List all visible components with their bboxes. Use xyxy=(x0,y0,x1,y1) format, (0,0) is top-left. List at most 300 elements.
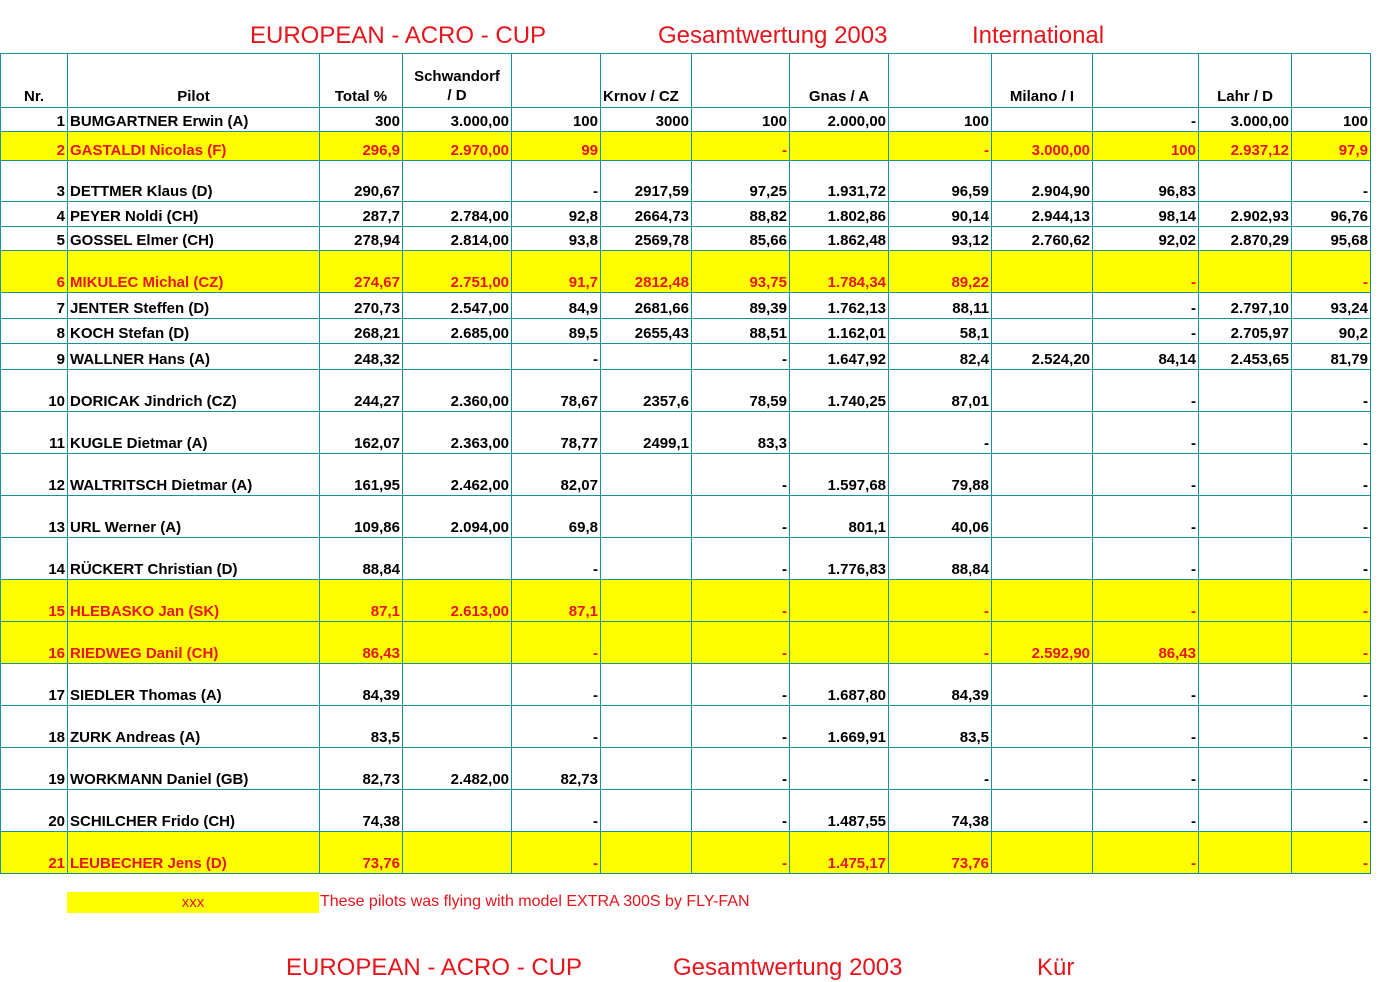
cell-milano-points: 2.524,20 xyxy=(992,344,1093,370)
cell-schwandorf-points: 2.814,00 xyxy=(403,227,512,251)
cell-nr: 5 xyxy=(1,227,68,251)
table-row xyxy=(1,664,1371,706)
cell-lahr-points xyxy=(1199,161,1292,202)
cell-lahr-pct: - xyxy=(1292,370,1371,412)
results-body xyxy=(1,108,1371,874)
cell-gnas-pct: 88,84 xyxy=(889,538,992,580)
cell-schwandorf-pct: 91,7 xyxy=(512,251,601,293)
cell-lahr-pct: 96,76 xyxy=(1292,202,1371,227)
cell-gnas-pct: 83,5 xyxy=(889,706,992,748)
cell-schwandorf-pct: - xyxy=(512,622,601,664)
cell-krnov-pct: 89,39 xyxy=(692,293,790,319)
cell-schwandorf-points: 2.094,00 xyxy=(403,496,512,538)
cell-total: 84,39 xyxy=(320,664,403,706)
cell-gnas-points: 1.647,92 xyxy=(790,344,889,370)
cell-krnov-points xyxy=(601,706,692,748)
cell-nr: 17 xyxy=(1,664,68,706)
cell-milano-points xyxy=(992,319,1093,344)
cell-krnov-pct: 88,82 xyxy=(692,202,790,227)
cell-milano-points: 2.592,90 xyxy=(992,622,1093,664)
cell-lahr-pct: - xyxy=(1292,251,1371,293)
cell-gnas-points xyxy=(790,748,889,790)
cell-schwandorf-points xyxy=(403,538,512,580)
cell-krnov-points xyxy=(601,622,692,664)
cell-schwandorf-pct: 93,8 xyxy=(512,227,601,251)
cell-milano-points: 2.904,90 xyxy=(992,161,1093,202)
cell-krnov-points: 2681,66 xyxy=(601,293,692,319)
cell-lahr-points: 2.902,93 xyxy=(1199,202,1292,227)
cell-lahr-points: 3.000,00 xyxy=(1199,108,1292,132)
cell-nr: 16 xyxy=(1,622,68,664)
cell-pilot: GOSSEL Elmer (CH) xyxy=(68,227,320,251)
cell-krnov-pct: 97,25 xyxy=(692,161,790,202)
cell-milano-pct: - xyxy=(1093,108,1199,132)
cell-milano-points xyxy=(992,293,1093,319)
cell-lahr-pct: - xyxy=(1292,412,1371,454)
cell-milano-points xyxy=(992,790,1093,832)
cell-total: 83,5 xyxy=(320,706,403,748)
header-gnas: Gnas / A xyxy=(790,54,889,108)
cell-nr: 20 xyxy=(1,790,68,832)
cell-gnas-points: 1.784,34 xyxy=(790,251,889,293)
cell-schwandorf-pct: - xyxy=(512,832,601,874)
cell-nr: 21 xyxy=(1,832,68,874)
cell-lahr-points xyxy=(1199,790,1292,832)
cell-gnas-pct: - xyxy=(889,132,992,161)
cell-gnas-points: 1.597,68 xyxy=(790,454,889,496)
cell-milano-points xyxy=(992,412,1093,454)
cell-pilot: WALLNER Hans (A) xyxy=(68,344,320,370)
cell-total: 162,07 xyxy=(320,412,403,454)
cell-krnov-pct: - xyxy=(692,622,790,664)
cell-nr: 3 xyxy=(1,161,68,202)
cell-lahr-pct: - xyxy=(1292,454,1371,496)
cell-nr: 12 xyxy=(1,454,68,496)
cell-nr: 7 xyxy=(1,293,68,319)
cell-milano-pct: - xyxy=(1093,706,1199,748)
table-row xyxy=(1,161,1371,202)
cell-krnov-pct: 78,59 xyxy=(692,370,790,412)
cell-schwandorf-pct: 84,9 xyxy=(512,293,601,319)
cell-nr: 2 xyxy=(1,132,68,161)
cell-lahr-points: 2.937,12 xyxy=(1199,132,1292,161)
cell-schwandorf-points xyxy=(403,664,512,706)
cell-lahr-points xyxy=(1199,496,1292,538)
cell-nr: 14 xyxy=(1,538,68,580)
header-schwandorf-line1: Schwandorf xyxy=(414,68,500,85)
cell-milano-pct: - xyxy=(1093,454,1199,496)
cell-krnov-pct: - xyxy=(692,790,790,832)
cell-schwandorf-pct: 82,07 xyxy=(512,454,601,496)
cell-krnov-pct: - xyxy=(692,538,790,580)
cell-milano-points xyxy=(992,580,1093,622)
cell-krnov-points: 2357,6 xyxy=(601,370,692,412)
cell-lahr-points: 2.453,65 xyxy=(1199,344,1292,370)
header-gnas-pct xyxy=(889,54,992,108)
cell-gnas-pct: - xyxy=(889,412,992,454)
cell-lahr-pct: - xyxy=(1292,622,1371,664)
cell-pilot: SIEDLER Thomas (A) xyxy=(68,664,320,706)
cell-pilot: KOCH Stefan (D) xyxy=(68,319,320,344)
cell-schwandorf-points: 2.685,00 xyxy=(403,319,512,344)
cell-nr: 18 xyxy=(1,706,68,748)
cell-gnas-pct: 87,01 xyxy=(889,370,992,412)
cell-gnas-points: 1.669,91 xyxy=(790,706,889,748)
cell-gnas-points: 1.776,83 xyxy=(790,538,889,580)
title-class: International xyxy=(972,22,1105,49)
table-row xyxy=(1,344,1371,370)
cell-milano-points xyxy=(992,706,1093,748)
legend-text: These pilots was flying with model EXTRA 300S by FLY-FAN xyxy=(320,893,750,910)
cell-milano-pct: - xyxy=(1093,293,1199,319)
cell-lahr-points xyxy=(1199,832,1292,874)
cell-krnov-pct: - xyxy=(692,132,790,161)
cell-gnas-pct: 93,12 xyxy=(889,227,992,251)
cell-milano-pct: - xyxy=(1093,580,1199,622)
cell-total: 109,86 xyxy=(320,496,403,538)
table-row xyxy=(1,251,1371,293)
cell-milano-pct: - xyxy=(1093,496,1199,538)
cell-gnas-pct: 89,22 xyxy=(889,251,992,293)
cell-lahr-pct: 97,9 xyxy=(1292,132,1371,161)
cell-schwandorf-pct: 69,8 xyxy=(512,496,601,538)
cell-milano-points xyxy=(992,748,1093,790)
cell-pilot: WORKMANN Daniel (GB) xyxy=(68,748,320,790)
cell-schwandorf-points: 2.360,00 xyxy=(403,370,512,412)
table-row xyxy=(1,202,1371,227)
cell-gnas-points: 1.862,48 xyxy=(790,227,889,251)
cell-schwandorf-points: 2.363,00 xyxy=(403,412,512,454)
header-krnov: Krnov / CZ xyxy=(601,54,692,108)
title-bottom-ranking: Gesamtwertung 2003 xyxy=(673,954,903,981)
cell-lahr-pct: - xyxy=(1292,790,1371,832)
cell-nr: 8 xyxy=(1,319,68,344)
table-row xyxy=(1,706,1371,748)
cell-pilot: LEUBECHER Jens (D) xyxy=(68,832,320,874)
cell-krnov-points xyxy=(601,790,692,832)
cell-lahr-pct: - xyxy=(1292,580,1371,622)
cell-gnas-points: 1.931,72 xyxy=(790,161,889,202)
cell-nr: 10 xyxy=(1,370,68,412)
header-pilot: Pilot xyxy=(68,54,320,108)
cell-krnov-points: 2917,59 xyxy=(601,161,692,202)
cell-lahr-points xyxy=(1199,664,1292,706)
header-total: Total % xyxy=(320,54,403,108)
cell-gnas-pct: 40,06 xyxy=(889,496,992,538)
cell-total: 248,32 xyxy=(320,344,403,370)
cell-lahr-pct: - xyxy=(1292,664,1371,706)
header-krnov-pct xyxy=(692,54,790,108)
cell-schwandorf-points: 3.000,00 xyxy=(403,108,512,132)
cell-schwandorf-pct: 89,5 xyxy=(512,319,601,344)
cell-krnov-points: 2569,78 xyxy=(601,227,692,251)
cell-schwandorf-points: 2.970,00 xyxy=(403,132,512,161)
table-row xyxy=(1,454,1371,496)
cell-pilot: DETTMER Klaus (D) xyxy=(68,161,320,202)
cell-gnas-points: 1.802,86 xyxy=(790,202,889,227)
cell-lahr-points xyxy=(1199,748,1292,790)
cell-schwandorf-pct: - xyxy=(512,790,601,832)
cell-pilot: PEYER Noldi (CH) xyxy=(68,202,320,227)
legend-swatch: xxx xyxy=(67,892,319,913)
cell-lahr-pct: - xyxy=(1292,706,1371,748)
cell-lahr-pct: 81,79 xyxy=(1292,344,1371,370)
cell-nr: 11 xyxy=(1,412,68,454)
cell-gnas-pct: 82,4 xyxy=(889,344,992,370)
cell-lahr-points xyxy=(1199,412,1292,454)
cell-gnas-points: 2.000,00 xyxy=(790,108,889,132)
cell-krnov-points xyxy=(601,454,692,496)
cell-gnas-pct: - xyxy=(889,748,992,790)
cell-milano-pct: 96,83 xyxy=(1093,161,1199,202)
cell-krnov-pct: - xyxy=(692,496,790,538)
cell-nr: 6 xyxy=(1,251,68,293)
cell-gnas-pct: - xyxy=(889,580,992,622)
cell-krnov-points: 3000 xyxy=(601,108,692,132)
cell-krnov-points xyxy=(601,344,692,370)
table-row xyxy=(1,580,1371,622)
cell-pilot: HLEBASKO Jan (SK) xyxy=(68,580,320,622)
table-row xyxy=(1,496,1371,538)
cell-krnov-pct: 100 xyxy=(692,108,790,132)
cell-total: 296,9 xyxy=(320,132,403,161)
cell-gnas-pct: 58,1 xyxy=(889,319,992,344)
table-row xyxy=(1,319,1371,344)
cell-lahr-pct: - xyxy=(1292,832,1371,874)
cell-gnas-pct: 88,11 xyxy=(889,293,992,319)
cell-gnas-points: 1.487,55 xyxy=(790,790,889,832)
cell-pilot: SCHILCHER Frido (CH) xyxy=(68,790,320,832)
cell-krnov-pct: 85,66 xyxy=(692,227,790,251)
cell-schwandorf-points xyxy=(403,832,512,874)
cell-schwandorf-points xyxy=(403,344,512,370)
cell-lahr-points xyxy=(1199,538,1292,580)
cell-lahr-pct: 90,2 xyxy=(1292,319,1371,344)
cell-gnas-pct: 96,59 xyxy=(889,161,992,202)
header-schwandorf-pct xyxy=(512,54,601,108)
cell-lahr-pct: - xyxy=(1292,538,1371,580)
cell-lahr-points: 2.870,29 xyxy=(1199,227,1292,251)
table-row xyxy=(1,132,1371,161)
cell-lahr-pct: - xyxy=(1292,161,1371,202)
table-row xyxy=(1,748,1371,790)
cell-lahr-points xyxy=(1199,454,1292,496)
cell-schwandorf-points: 2.462,00 xyxy=(403,454,512,496)
cell-schwandorf-pct: 92,8 xyxy=(512,202,601,227)
cell-lahr-points: 2.797,10 xyxy=(1199,293,1292,319)
cell-schwandorf-points: 2.482,00 xyxy=(403,748,512,790)
cell-gnas-points xyxy=(790,412,889,454)
cell-schwandorf-pct: - xyxy=(512,706,601,748)
cell-nr: 13 xyxy=(1,496,68,538)
cell-krnov-points xyxy=(601,832,692,874)
cell-gnas-points xyxy=(790,132,889,161)
cell-gnas-points: 801,1 xyxy=(790,496,889,538)
cell-gnas-pct: 74,38 xyxy=(889,790,992,832)
cell-krnov-points: 2812,48 xyxy=(601,251,692,293)
cell-pilot: ZURK Andreas (A) xyxy=(68,706,320,748)
cell-total: 278,94 xyxy=(320,227,403,251)
cell-krnov-points: 2655,43 xyxy=(601,319,692,344)
cell-total: 82,73 xyxy=(320,748,403,790)
cell-lahr-pct: 93,24 xyxy=(1292,293,1371,319)
cell-milano-points xyxy=(992,664,1093,706)
cell-pilot: KUGLE Dietmar (A) xyxy=(68,412,320,454)
cell-krnov-pct: - xyxy=(692,580,790,622)
cell-total: 87,1 xyxy=(320,580,403,622)
cell-schwandorf-pct: 78,67 xyxy=(512,370,601,412)
cell-krnov-pct: - xyxy=(692,344,790,370)
cell-milano-points: 2.760,62 xyxy=(992,227,1093,251)
cell-milano-pct: 100 xyxy=(1093,132,1199,161)
cell-lahr-points xyxy=(1199,370,1292,412)
cell-milano-pct: 98,14 xyxy=(1093,202,1199,227)
cell-gnas-points: 1.162,01 xyxy=(790,319,889,344)
cell-milano-pct: - xyxy=(1093,748,1199,790)
cell-schwandorf-points: 2.613,00 xyxy=(403,580,512,622)
cell-gnas-pct: 90,14 xyxy=(889,202,992,227)
header-lahr: Lahr / D xyxy=(1199,54,1292,108)
cell-nr: 19 xyxy=(1,748,68,790)
cell-krnov-pct: - xyxy=(692,454,790,496)
cell-total: 161,95 xyxy=(320,454,403,496)
cell-schwandorf-pct: 78,77 xyxy=(512,412,601,454)
title-cup: EUROPEAN - ACRO - CUP xyxy=(250,22,547,49)
header-schwandorf xyxy=(403,54,512,108)
table-row xyxy=(1,832,1371,874)
cell-milano-pct: - xyxy=(1093,251,1199,293)
cell-krnov-pct: - xyxy=(692,748,790,790)
cell-gnas-pct: 100 xyxy=(889,108,992,132)
cell-krnov-points xyxy=(601,580,692,622)
cell-pilot: DORICAK Jindrich (CZ) xyxy=(68,370,320,412)
cell-schwandorf-points xyxy=(403,790,512,832)
cell-milano-pct: - xyxy=(1093,790,1199,832)
table-row xyxy=(1,293,1371,319)
cell-pilot: MIKULEC Michal (CZ) xyxy=(68,251,320,293)
cell-gnas-points xyxy=(790,622,889,664)
cell-schwandorf-points xyxy=(403,706,512,748)
cell-nr: 4 xyxy=(1,202,68,227)
cell-total: 86,43 xyxy=(320,622,403,664)
cell-milano-points xyxy=(992,370,1093,412)
cell-gnas-pct: 73,76 xyxy=(889,832,992,874)
cell-milano-pct: - xyxy=(1093,412,1199,454)
title-ranking: Gesamtwertung 2003 xyxy=(658,22,888,49)
cell-lahr-pct: 100 xyxy=(1292,108,1371,132)
cell-nr: 15 xyxy=(1,580,68,622)
cell-krnov-points: 2499,1 xyxy=(601,412,692,454)
table-row xyxy=(1,370,1371,412)
cell-total: 244,27 xyxy=(320,370,403,412)
cell-krnov-pct: - xyxy=(692,664,790,706)
cell-krnov-points xyxy=(601,496,692,538)
cell-lahr-pct: - xyxy=(1292,496,1371,538)
cell-krnov-pct: - xyxy=(692,832,790,874)
cell-nr: 1 xyxy=(1,108,68,132)
cell-milano-pct: 92,02 xyxy=(1093,227,1199,251)
cell-gnas-pct: 84,39 xyxy=(889,664,992,706)
header-milano-pct xyxy=(1093,54,1199,108)
cell-milano-points: 2.944,13 xyxy=(992,202,1093,227)
cell-krnov-pct: - xyxy=(692,706,790,748)
cell-schwandorf-pct: 99 xyxy=(512,132,601,161)
cell-krnov-pct: 88,51 xyxy=(692,319,790,344)
cell-total: 88,84 xyxy=(320,538,403,580)
cell-pilot: BUMGARTNER Erwin (A) xyxy=(68,108,320,132)
cell-milano-pct: - xyxy=(1093,832,1199,874)
table-row xyxy=(1,790,1371,832)
cell-schwandorf-points xyxy=(403,622,512,664)
cell-total: 270,73 xyxy=(320,293,403,319)
cell-lahr-points xyxy=(1199,706,1292,748)
cell-milano-pct: - xyxy=(1093,664,1199,706)
cell-schwandorf-points xyxy=(403,161,512,202)
header-milano: Milano / I xyxy=(992,54,1093,108)
cell-milano-points xyxy=(992,108,1093,132)
cell-pilot: RÜCKERT Christian (D) xyxy=(68,538,320,580)
cell-gnas-points xyxy=(790,580,889,622)
cell-milano-points xyxy=(992,251,1093,293)
table-row xyxy=(1,108,1371,132)
cell-milano-pct: - xyxy=(1093,538,1199,580)
cell-gnas-pct: - xyxy=(889,622,992,664)
cell-gnas-points: 1.687,80 xyxy=(790,664,889,706)
cell-gnas-points: 1.475,17 xyxy=(790,832,889,874)
cell-milano-points xyxy=(992,832,1093,874)
cell-krnov-pct: 83,3 xyxy=(692,412,790,454)
cell-schwandorf-pct: 82,73 xyxy=(512,748,601,790)
cell-milano-pct: 84,14 xyxy=(1093,344,1199,370)
cell-total: 290,67 xyxy=(320,161,403,202)
cell-lahr-points xyxy=(1199,251,1292,293)
cell-pilot: GASTALDI Nicolas (F) xyxy=(68,132,320,161)
cell-nr: 9 xyxy=(1,344,68,370)
cell-krnov-points xyxy=(601,664,692,706)
cell-schwandorf-points: 2.547,00 xyxy=(403,293,512,319)
cell-schwandorf-pct: - xyxy=(512,664,601,706)
table-row xyxy=(1,538,1371,580)
cell-krnov-points xyxy=(601,132,692,161)
table-row xyxy=(1,227,1371,251)
cell-schwandorf-pct: - xyxy=(512,538,601,580)
cell-lahr-points xyxy=(1199,622,1292,664)
cell-total: 300 xyxy=(320,108,403,132)
cell-total: 74,38 xyxy=(320,790,403,832)
cell-gnas-points: 1.740,25 xyxy=(790,370,889,412)
cell-krnov-pct: 93,75 xyxy=(692,251,790,293)
cell-schwandorf-points: 2.784,00 xyxy=(403,202,512,227)
table-row xyxy=(1,412,1371,454)
title-bottom-cup: EUROPEAN - ACRO - CUP xyxy=(286,954,583,981)
cell-milano-points xyxy=(992,538,1093,580)
cell-schwandorf-points: 2.751,00 xyxy=(403,251,512,293)
cell-krnov-points xyxy=(601,538,692,580)
cell-total: 73,76 xyxy=(320,832,403,874)
cell-total: 287,7 xyxy=(320,202,403,227)
cell-schwandorf-pct: - xyxy=(512,161,601,202)
cell-milano-pct: 86,43 xyxy=(1093,622,1199,664)
cell-lahr-pct: - xyxy=(1292,748,1371,790)
cell-milano-points: 3.000,00 xyxy=(992,132,1093,161)
cell-pilot: WALTRITSCH Dietmar (A) xyxy=(68,454,320,496)
cell-lahr-points xyxy=(1199,580,1292,622)
results-table xyxy=(0,53,1371,874)
cell-krnov-points xyxy=(601,748,692,790)
cell-pilot: RIEDWEG Danil (CH) xyxy=(68,622,320,664)
cell-schwandorf-pct: 87,1 xyxy=(512,580,601,622)
cell-schwandorf-pct: - xyxy=(512,344,601,370)
